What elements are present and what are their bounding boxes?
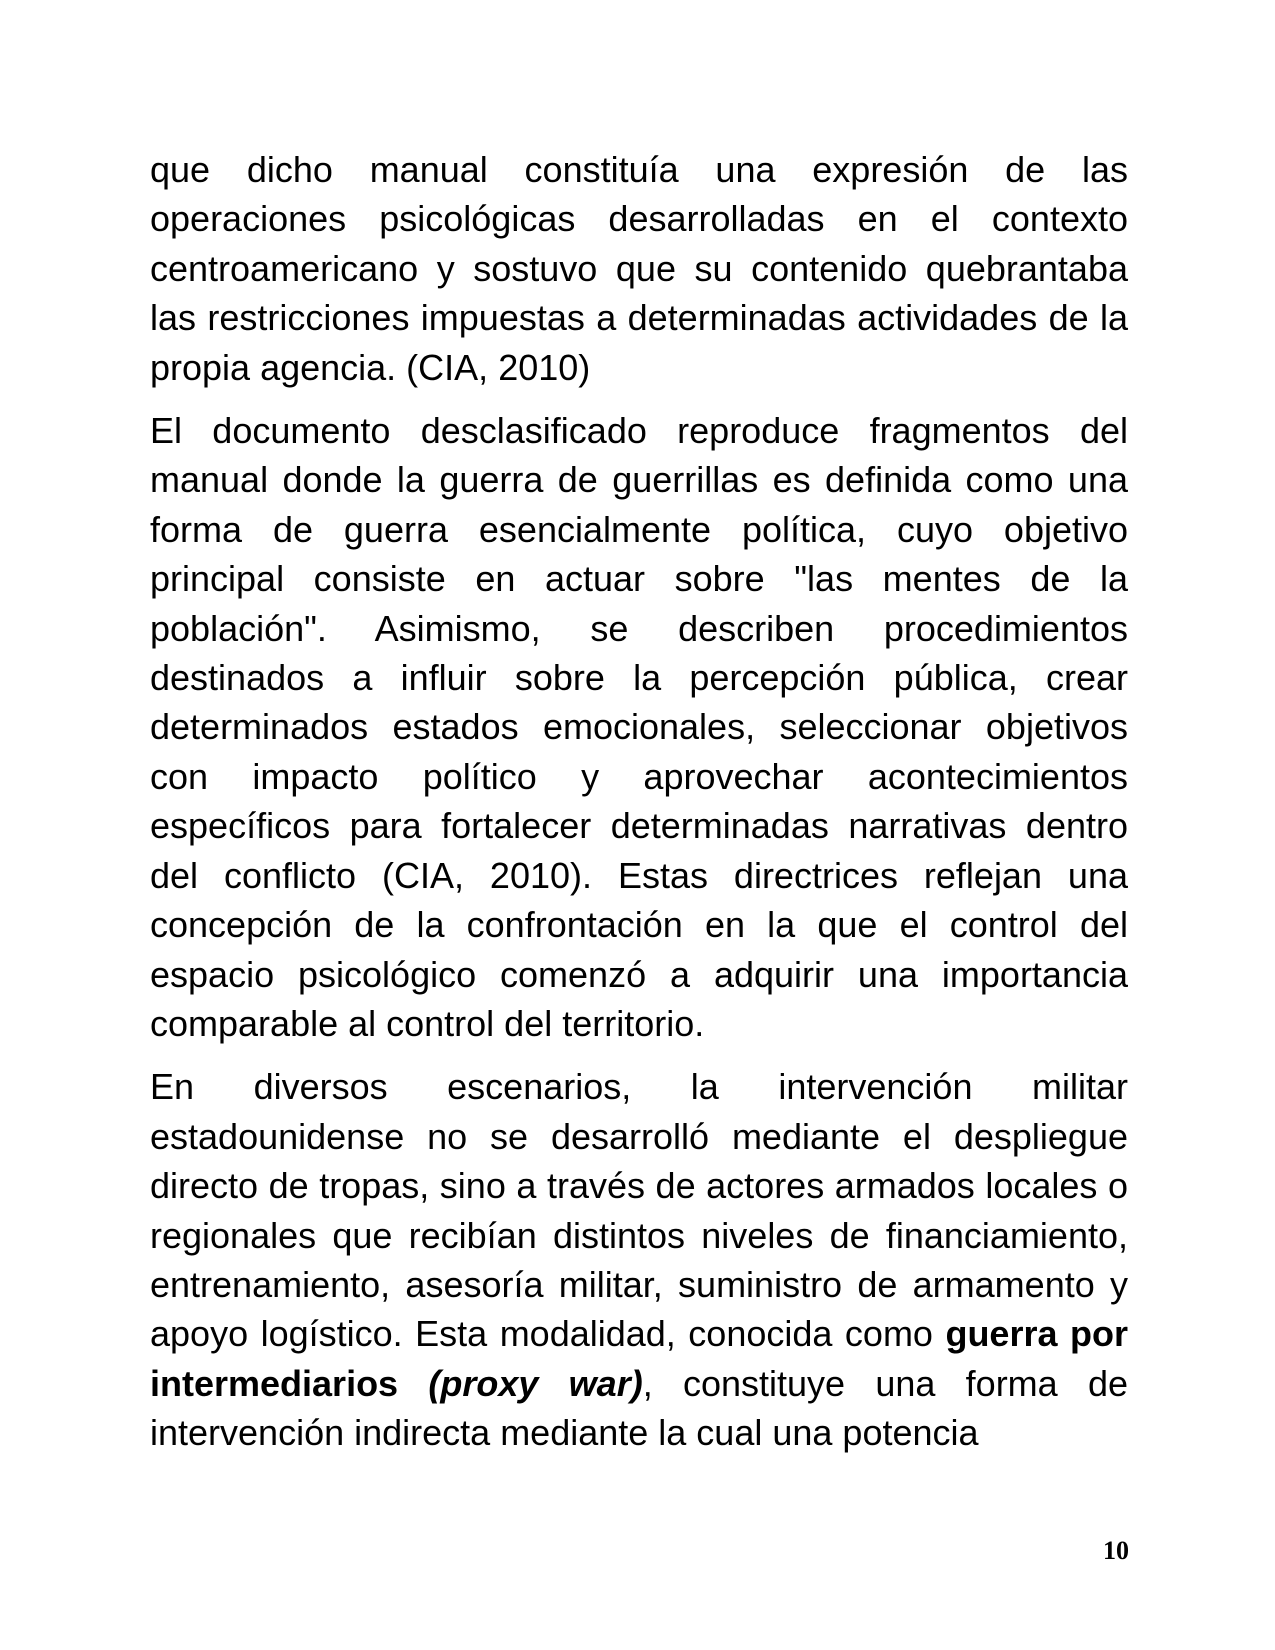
- term-guerra-por-intermediarios: guerra por intermediarios: [150, 1313, 1128, 1404]
- term-proxy-war: (proxy war): [428, 1362, 643, 1404]
- term-space: [398, 1363, 428, 1404]
- body-text: [150, 145, 1128, 1472]
- paragraph-3: [150, 1062, 1128, 1457]
- page-number: 10: [1103, 1536, 1129, 1565]
- paragraph-2: El documento desclasificado reproduce fragmentos del manual donde la guerra de guerrillas es definida como una forma de guerra esencialmente política, cuyo objetivo principal consiste en actuar sobre "las mentes de la población". Asimismo, se describen procedimientos destinados a influir sobre la percepción pública, crear determinados estados emocionales, seleccionar objetivos con impacto político y aprovechar acontecimientos específicos para fortalecer determinadas narrativas dentro del conflicto (CIA, 2010). Estas directrices reflejan una concepción de la confrontación en la que el control del espacio psicológico comenzó a adquirir una importancia comparable al control del territorio.: [150, 410, 1128, 1044]
- paragraph-3-text-before: En diversos escenarios, la intervención militar estadounidense no se desarrolló mediante el despliegue directo de tropas, sino a través de actores armados locales o regionales que recibían distintos niveles de financiamiento, entrenamiento, asesoría militar, suministro de armamento y apoyo logístico. Esta modalidad, conocida como: [150, 1066, 1128, 1355]
- paragraph-3-text-after: , constituye una forma de intervención indirecta mediante la cual una potencia: [150, 1362, 1129, 1454]
- paragraph-1: que dicho manual constituía una expresión de las operaciones psicológicas desarrolladas en el contexto centroamericano y sostuvo que su contenido quebrantaba las restricciones impuestas a determinadas actividades de la propia agencia. (CIA, 2010): [150, 149, 1128, 388]
